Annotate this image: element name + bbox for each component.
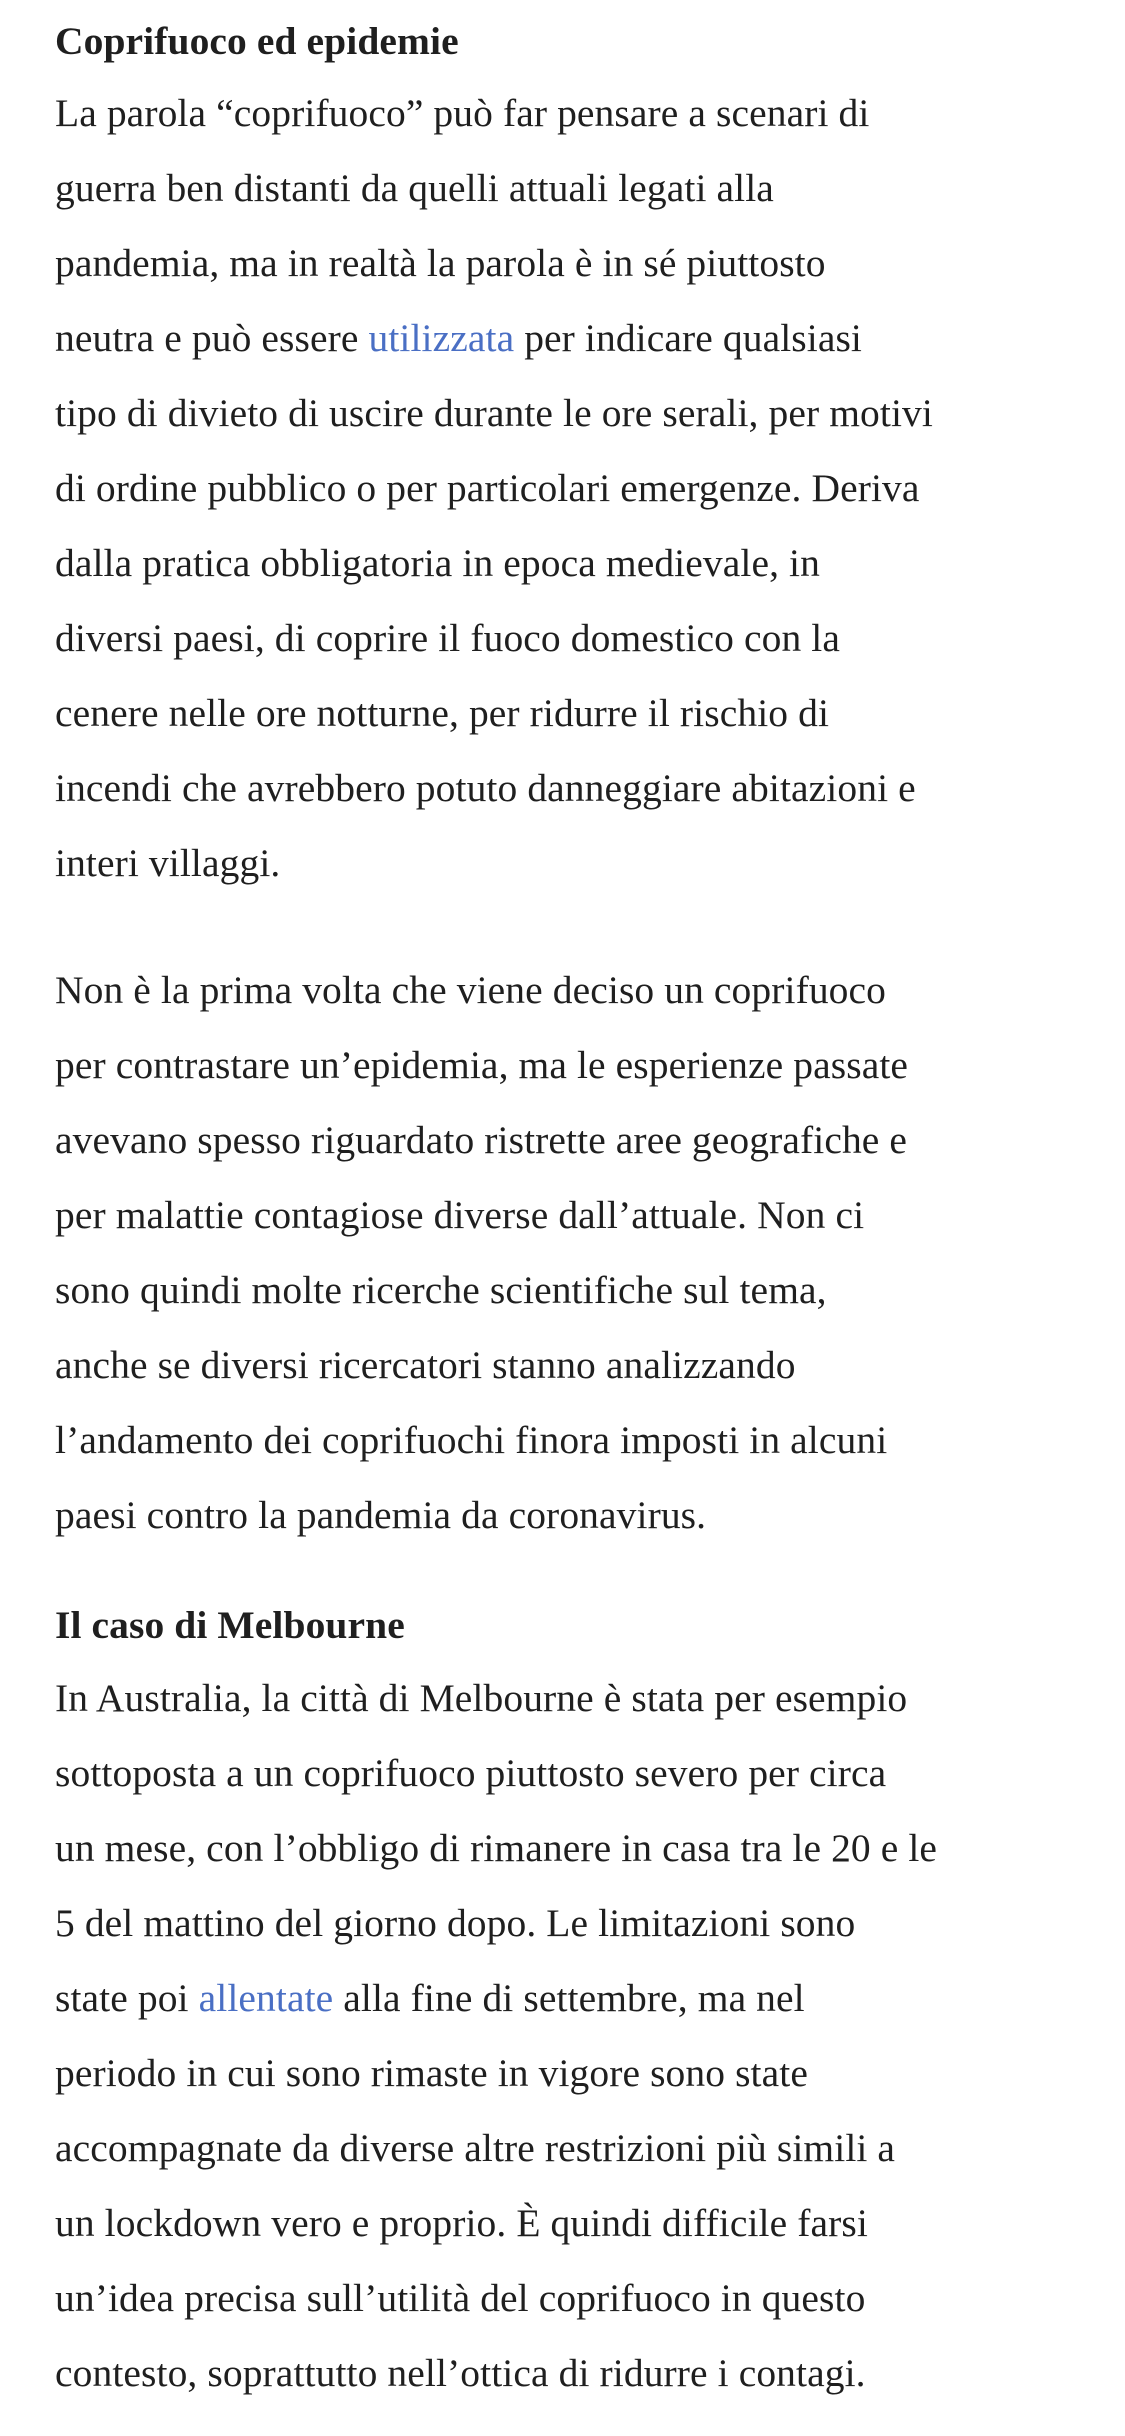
text-line: periodo in cui sono rimaste in vigore sono state <box>55 2051 808 2095</box>
text-line: Non è la prima volta che viene deciso un coprifuoco <box>55 968 887 1012</box>
paragraph-epidemic-history <box>55 953 908 1553</box>
text-line: dalla pratica obbligatoria in epoca medievale, in <box>55 541 820 585</box>
text-line: cenere nelle ore notturne, per ridurre il rischio di <box>55 691 830 735</box>
text-line: un’idea precisa sull’utilità del coprifuoco in questo <box>55 2276 866 2320</box>
paragraph-melbourne <box>55 1661 937 2411</box>
text-line: anche se diversi ricercatori stanno analizzando <box>55 1343 796 1387</box>
text-line: l’andamento dei coprifuochi finora imposti in alcuni <box>55 1418 888 1462</box>
text-line: un lockdown vero e proprio. È quindi difficile farsi <box>55 2201 868 2245</box>
section-heading-melbourne: Il caso di Melbourne <box>55 1603 405 1647</box>
text-fragment: per indicare qualsiasi <box>514 316 863 360</box>
text-line: pandemia, ma in realtà la parola è in sé piuttosto <box>55 241 826 285</box>
text-fragment: neutra e può essere <box>55 316 369 360</box>
text-line: contesto, soprattutto nell’ottica di ridurre i contagi. <box>55 2351 866 2395</box>
text-line: un mese, con l’obbligo di rimanere in casa tra le 20 e le <box>55 1826 938 1870</box>
text-line: per malattie contagiose diverse dall’attuale. Non ci <box>55 1193 865 1237</box>
text-line <box>55 301 933 376</box>
text-line <box>55 1961 937 2036</box>
text-line: diversi paesi, di coprire il fuoco domestico con la <box>55 616 840 660</box>
paragraph-coprifuoco-origin <box>55 76 933 901</box>
text-line: guerra ben distanti da quelli attuali legati alla <box>55 166 774 210</box>
text-line: sono quindi molte ricerche scientifiche sul tema, <box>55 1268 827 1312</box>
text-line: La parola “coprifuoco” può far pensare a scenari di <box>55 91 870 135</box>
text-line: In Australia, la città di Melbourne è stata per esempio <box>55 1676 908 1720</box>
text-line: accompagnate da diverse altre restrizioni più simili a <box>55 2126 896 2170</box>
allentate-link[interactable]: allentate <box>198 1976 334 2020</box>
section-heading-coprifuoco: Coprifuoco ed epidemie <box>55 19 459 63</box>
text-fragment: state poi <box>55 1976 199 2020</box>
text-line: sottoposta a un coprifuoco piuttosto severo per circa <box>55 1751 887 1795</box>
text-fragment: alla fine di settembre, ma nel <box>333 1976 805 2020</box>
text-line: interi villaggi. <box>55 841 281 885</box>
text-line: avevano spesso riguardato ristrette aree geografiche e <box>55 1118 908 1162</box>
text-line: paesi contro la pandemia da coronavirus. <box>55 1493 707 1537</box>
utilizzata-link[interactable]: utilizzata <box>368 316 515 360</box>
text-line: 5 del mattino del giorno dopo. Le limitazioni sono <box>55 1901 856 1945</box>
text-line: incendi che avrebbero potuto danneggiare abitazioni e <box>55 766 916 810</box>
text-line: tipo di divieto di uscire durante le ore serali, per motivi <box>55 391 933 435</box>
text-line: per contrastare un’epidemia, ma le esperienze passate <box>55 1043 909 1087</box>
text-line: di ordine pubblico o per particolari emergenze. Deriva <box>55 466 920 510</box>
